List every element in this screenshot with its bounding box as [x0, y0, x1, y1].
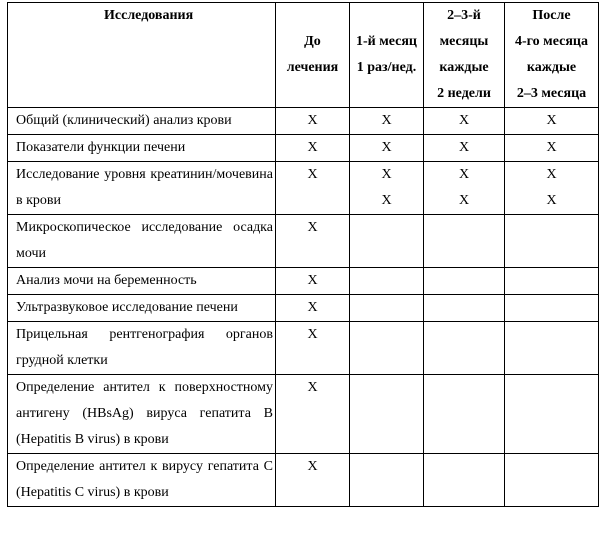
schedule-mark — [350, 295, 423, 321]
schedule-cell-after4 — [505, 108, 599, 135]
schedule-mark — [350, 454, 423, 480]
study-name: Микроскопическое исследование осадка мочи — [8, 215, 276, 268]
study-name: Исследование уровня креатинин/мочевина в крови — [8, 162, 276, 215]
schedule-mark: X — [307, 380, 318, 395]
schedule-mark: X — [307, 167, 318, 182]
schedule-cell-month1 — [350, 135, 424, 162]
lab-tests-table — [7, 2, 599, 507]
table-row — [8, 108, 599, 135]
schedule-cell-months23 — [424, 162, 505, 215]
document — [7, 2, 598, 528]
schedule-mark: X — [307, 273, 318, 288]
schedule-mark: X — [381, 193, 392, 208]
schedule-cell-month1 — [350, 162, 424, 215]
schedule-mark — [424, 454, 504, 480]
schedule-mark — [505, 295, 598, 321]
schedule-mark: X — [307, 113, 318, 128]
header-months-2-3: 2–3-й месяцы каждые 2 недели — [424, 3, 505, 108]
schedule-cell-months23 — [424, 375, 505, 454]
schedule-cell-month1 — [350, 322, 424, 375]
schedule-cell-months23 — [424, 295, 505, 322]
schedule-mark — [424, 322, 504, 348]
schedule-cell-after4 — [505, 454, 599, 507]
header-before-treatment: До лечения — [276, 3, 350, 108]
schedule-mark — [424, 375, 504, 401]
schedule-mark: X — [458, 167, 470, 182]
schedule-cell-month1 — [350, 375, 424, 454]
study-name: Определение антител к вирусу гепатита C (Hepatitis C virus) в крови — [8, 454, 276, 507]
schedule-cell-after4 — [505, 215, 599, 268]
schedule-cell-month1 — [350, 108, 424, 135]
table-row — [8, 322, 599, 375]
schedule-mark: X — [307, 327, 318, 342]
schedule-cell-before — [276, 268, 350, 295]
schedule-mark: X — [458, 193, 470, 208]
schedule-mark: X — [381, 140, 392, 155]
schedule-cell-before — [276, 375, 350, 454]
schedule-cell-months23 — [424, 135, 505, 162]
schedule-mark: X — [307, 300, 318, 315]
table-row — [8, 135, 599, 162]
schedule-cell-before — [276, 108, 350, 135]
schedule-cell-month1 — [350, 295, 424, 322]
table-row — [8, 454, 599, 507]
schedule-mark — [505, 268, 598, 294]
table-row — [8, 375, 599, 454]
schedule-mark — [350, 215, 423, 241]
schedule-mark — [350, 268, 423, 294]
schedule-mark — [424, 295, 504, 321]
schedule-mark — [350, 375, 423, 401]
schedule-cell-months23 — [424, 454, 505, 507]
study-name: Анализ мочи на беременность — [8, 268, 276, 295]
table-row — [8, 268, 599, 295]
schedule-mark — [424, 268, 504, 294]
schedule-mark — [505, 322, 598, 348]
schedule-mark: X — [381, 113, 392, 128]
schedule-mark: X — [546, 113, 557, 128]
schedule-mark — [350, 322, 423, 348]
study-name: Ультразвуковое исследование печени — [8, 295, 276, 322]
schedule-mark — [505, 375, 598, 401]
header-study: Исследования — [8, 3, 276, 108]
header-row — [8, 3, 599, 108]
schedule-cell-month1 — [350, 268, 424, 295]
schedule-cell-months23 — [424, 268, 505, 295]
schedule-cell-after4 — [505, 135, 599, 162]
table-row — [8, 295, 599, 322]
schedule-cell-after4 — [505, 295, 599, 322]
study-name: Показатели функции печени — [8, 135, 276, 162]
schedule-cell-month1 — [350, 215, 424, 268]
schedule-mark: X — [381, 167, 392, 182]
schedule-cell-months23 — [424, 108, 505, 135]
schedule-mark: X — [307, 459, 318, 474]
schedule-mark: X — [546, 193, 557, 208]
schedule-mark: X — [546, 140, 557, 155]
schedule-cell-before — [276, 454, 350, 507]
schedule-cell-before — [276, 295, 350, 322]
schedule-cell-after4 — [505, 322, 599, 375]
study-name: Общий (клинический) анализ крови — [8, 108, 276, 135]
table-body — [8, 108, 599, 507]
schedule-cell-months23 — [424, 215, 505, 268]
table-row — [8, 215, 599, 268]
table-row — [8, 162, 599, 215]
header-after-month-4: После 4-го месяца каждые 2–3 месяца — [505, 3, 599, 108]
schedule-cell-month1 — [350, 454, 424, 507]
schedule-cell-after4 — [505, 162, 599, 215]
schedule-mark: X — [307, 220, 318, 235]
schedule-cell-after4 — [505, 268, 599, 295]
schedule-cell-before — [276, 322, 350, 375]
schedule-cell-before — [276, 162, 350, 215]
schedule-mark: X — [458, 113, 470, 128]
schedule-mark: X — [458, 140, 470, 155]
schedule-mark — [505, 454, 598, 480]
study-name: Определение антител к поверхностному антигену (HBsAg) вируса гепатита B (Hepatitis B virus) в крови — [8, 375, 276, 454]
schedule-cell-before — [276, 135, 350, 162]
schedule-mark: X — [546, 167, 557, 182]
schedule-mark — [276, 188, 349, 214]
header-month-1: 1-й месяц 1 раз/нед. — [350, 3, 424, 108]
schedule-mark — [505, 215, 598, 241]
schedule-cell-months23 — [424, 322, 505, 375]
schedule-cell-after4 — [505, 375, 599, 454]
study-name: Прицельная рентгенография органов грудной клетки — [8, 322, 276, 375]
schedule-cell-before — [276, 215, 350, 268]
schedule-mark — [424, 215, 504, 241]
schedule-mark: X — [307, 140, 318, 155]
